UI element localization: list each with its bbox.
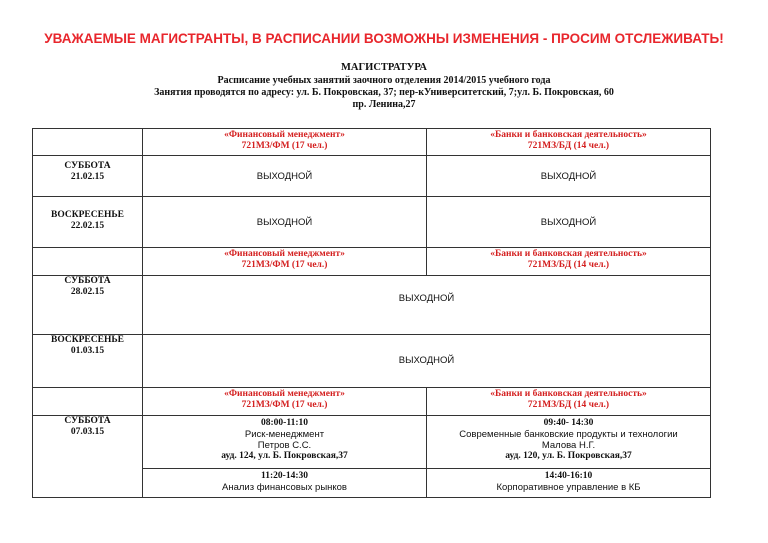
lesson-time: 09:40- 14:30 — [543, 418, 594, 428]
group-header-bd — [427, 248, 710, 276]
group-name-bd: «Банки и банковская деятельность» — [490, 249, 647, 259]
schedule-subtitle: Расписание учебных занятий заочного отделения 2014/2015 учебного года — [217, 75, 551, 86]
group-name-bd: «Банки и банковская деятельность» — [490, 389, 647, 399]
group-code-fm: 721МЗ/ФМ (17 чел.) — [241, 400, 328, 410]
day-name: СУББОТА — [64, 416, 111, 426]
day-date: 01.03.15 — [70, 346, 105, 356]
off-cell: ВЫХОДНОЙ — [540, 170, 597, 182]
off-cell: ВЫХОДНОЙ — [540, 216, 597, 228]
off-cell: ВЫХОДНОЙ — [256, 216, 313, 228]
group-header-fm — [143, 129, 426, 156]
group-name-fm: «Финансовый менеджмент» — [224, 249, 345, 259]
day-date: 28.02.15 — [70, 287, 105, 297]
lesson-teacher: Малова Н.Г. — [541, 440, 596, 451]
lesson-cell — [143, 469, 426, 499]
group-code-bd: 721МЗ/БД (14 чел.) — [527, 400, 610, 410]
group-header-bd — [427, 388, 710, 416]
lesson-teacher: Петров С.С. — [257, 440, 312, 451]
group-name-fm: «Финансовый менеджмент» — [224, 389, 345, 399]
lesson-subject: Анализ финансовых рынков — [222, 482, 347, 493]
table-border-right — [710, 128, 711, 498]
group-header-fm — [143, 248, 426, 276]
group-code-bd: 721МЗ/БД (14 чел.) — [527, 141, 610, 151]
lesson-cell — [427, 416, 710, 470]
lesson-subject: Корпоративное управление в КБ — [496, 482, 641, 493]
group-name-bd: «Банки и банковская деятельность» — [490, 130, 647, 140]
group-header-fm — [143, 388, 426, 416]
lesson-subject: Современные банковские продукты и технологии — [459, 429, 678, 440]
group-code-fm: 721МЗ/ФМ (17 чел.) — [241, 260, 328, 270]
day-date: 07.03.15 — [70, 427, 105, 437]
lesson-room: ауд. 124, ул. Б. Покровская,37 — [221, 451, 348, 461]
lesson-time: 08:00-11:10 — [261, 418, 308, 428]
lesson-subject: Риск-менеджмент — [244, 429, 325, 440]
day-cell — [33, 210, 142, 246]
address-line-2: пр. Ленина,27 — [352, 99, 416, 110]
page-title: МАГИСТРАТУРА — [340, 62, 428, 73]
lesson-cell — [143, 416, 426, 470]
off-cell: ВЫХОДНОЙ — [398, 292, 455, 304]
group-header-bd — [427, 129, 710, 156]
day-cell — [33, 335, 142, 387]
day-cell — [33, 416, 142, 497]
lesson-room: ауд. 120, ул. Б. Покровская,37 — [505, 451, 632, 461]
day-date: 21.02.15 — [70, 172, 105, 182]
off-cell: ВЫХОДНОЙ — [398, 354, 455, 366]
warning-banner: УВАЖАЕМЫЕ МАГИСТРАНТЫ, В РАСПИСАНИИ ВОЗМОЖНЫ ИЗМЕНЕНИЯ - ПРОСИМ ОТСЛЕЖИВАТЬ! — [44, 31, 724, 46]
day-date: 22.02.15 — [70, 221, 105, 231]
group-code-fm: 721МЗ/ФМ (17 чел.) — [241, 141, 328, 151]
lesson-time: 14:40-16:10 — [544, 471, 593, 481]
group-code-bd: 721МЗ/БД (14 чел.) — [527, 260, 610, 270]
lesson-time: 11:20-14:30 — [261, 471, 308, 481]
group-name-fm: «Финансовый менеджмент» — [224, 130, 345, 140]
lesson-cell — [427, 469, 710, 499]
day-name: ВОСКРЕСЕНЬЕ — [51, 335, 124, 345]
schedule-table — [32, 128, 711, 498]
off-cell: ВЫХОДНОЙ — [256, 170, 313, 182]
day-name: СУББОТА — [64, 161, 111, 171]
day-name: ВОСКРЕСЕНЬЕ — [51, 210, 124, 220]
day-cell — [33, 276, 142, 334]
address-line-1: Занятия проводятся по адресу: ул. Б. Покровская, 37; пер-кУниверситетский, 7;ул. Б. Покровская, 60 — [154, 87, 614, 98]
day-cell — [33, 161, 142, 195]
day-name: СУББОТА — [64, 276, 111, 286]
